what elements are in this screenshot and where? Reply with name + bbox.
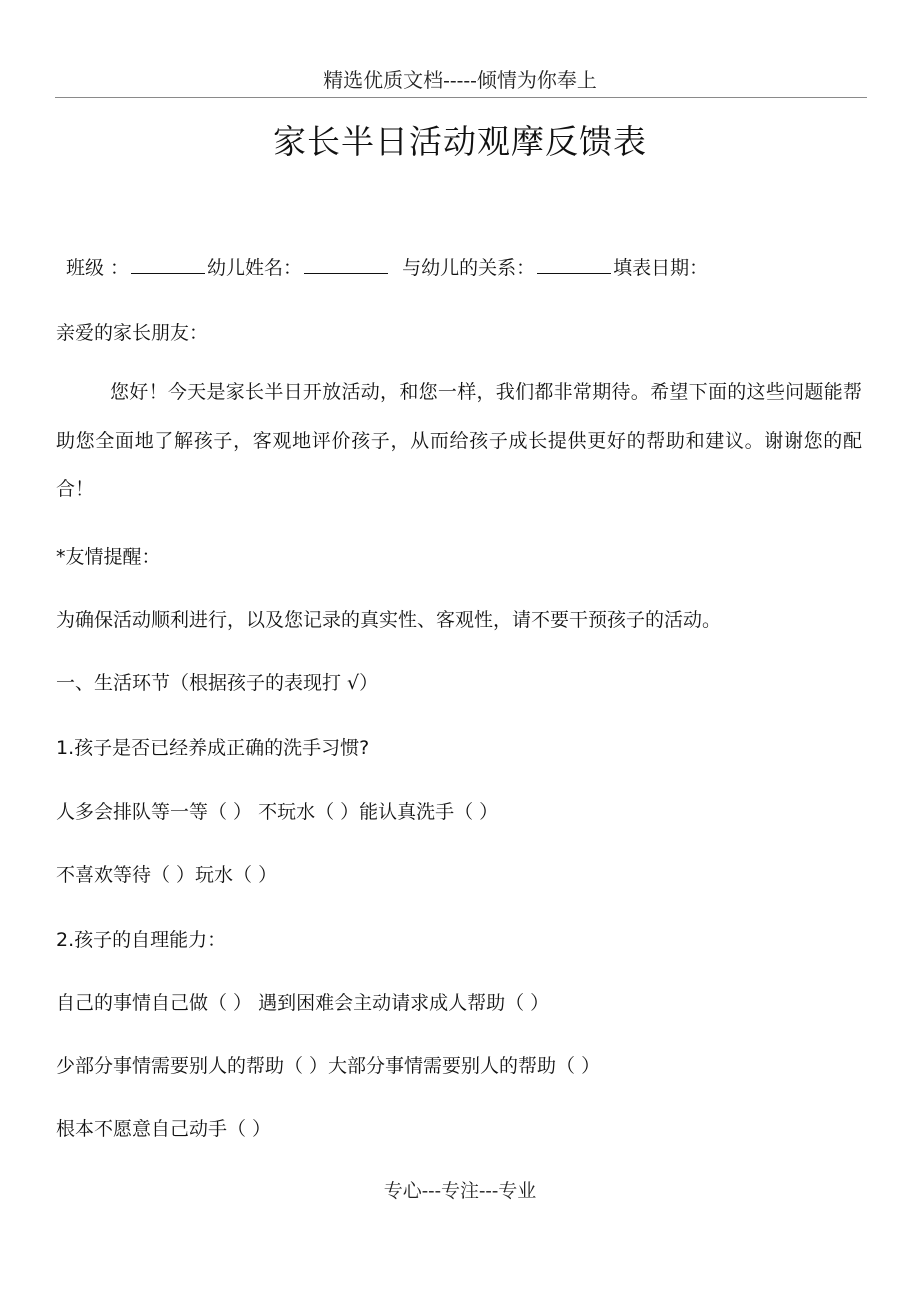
question-1: 1.孩子是否已经养成正确的洗手习惯? <box>56 737 370 759</box>
date-label: 填表日期： <box>613 257 709 279</box>
section1-heading: 一、生活环节（根据孩子的表现打 √） <box>56 672 379 694</box>
child-name-label: 幼儿姓名： <box>207 257 303 279</box>
class-label: 班级 ： <box>66 257 130 279</box>
q2-options-row1: 自己的事情自己做（ ） 遇到困难会主动请求成人帮助（ ） <box>56 992 550 1014</box>
q1-options-row2: 不喜欢等待（ ）玩水（ ） <box>56 864 278 886</box>
q2-options-row2: 少部分事情需要别人的帮助（ ）大部分事情需要别人的帮助（ ） <box>56 1055 601 1077</box>
child-name-blank <box>304 255 388 274</box>
header-divider <box>55 97 867 98</box>
intro-paragraph: 您好！今天是家长半日开放活动，和您一样，我们都非常期待。希望下面的这些问题能帮助您全面地了解孩子，客观地评价孩子，从而给孩子成长提供更好的帮助和建议。谢谢您的配合！ <box>56 381 862 500</box>
document-title: 家长半日活动观摩反馈表 <box>273 122 647 161</box>
question-2: 2.孩子的自理能力： <box>56 929 227 951</box>
q2-options-row3: 根本不愿意自己动手（ ） <box>56 1118 272 1140</box>
reminder-text: 为确保活动顺利进行，以及您记录的真实性、客观性，请不要干预孩子的活动。 <box>56 609 722 631</box>
page-footer: 专心---专注---专业 <box>383 1180 537 1202</box>
reminder-title: *友情提醒： <box>56 546 161 568</box>
relation-blank <box>537 255 611 274</box>
greeting: 亲爱的家长朋友： <box>56 322 209 344</box>
page-header: 精选优质文档-----倾情为你奉上 <box>323 68 597 92</box>
q1-options-row1: 人多会排队等一等（ ） 不玩水（ ）能认真洗手（ ） <box>56 801 499 823</box>
class-blank <box>131 255 205 274</box>
info-row <box>66 253 708 280</box>
relation-label: 与幼儿的关系： <box>402 257 536 279</box>
